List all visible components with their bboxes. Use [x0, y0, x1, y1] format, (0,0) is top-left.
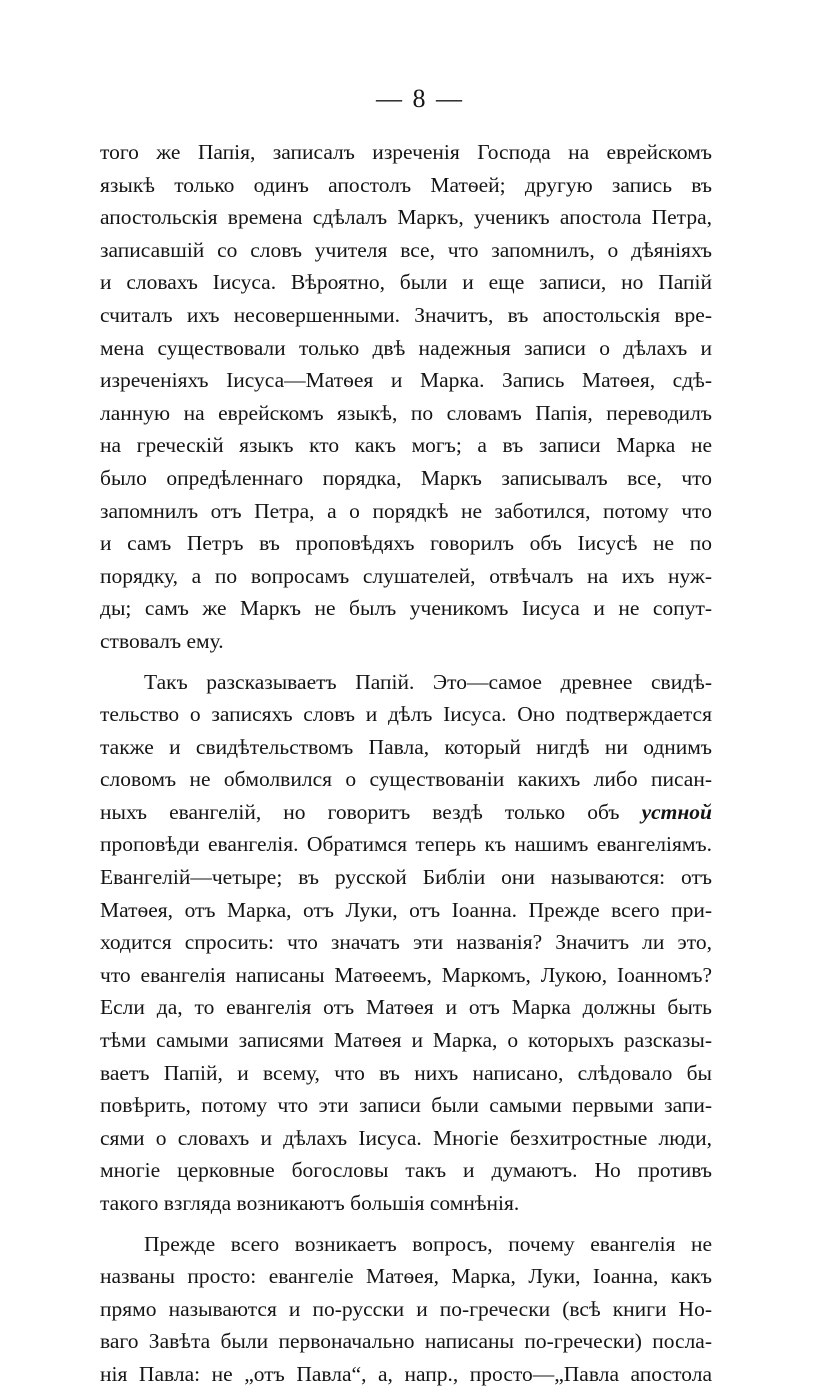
text-line: запомнилъ отъ Петра, а о порядкѣ не заботился, потому что [100, 498, 712, 523]
text-line: Евангелій—четыре; въ русской Библіи они называются: отъ [100, 865, 712, 890]
text-line: такого взгляда возникаютъ большія сомнѣнія. [100, 1191, 520, 1215]
text-line: ваго Завѣта были первоначально написаны по-гречески) посла- [100, 1329, 712, 1354]
body-text [100, 136, 712, 1399]
text-line: ствовалъ ему. [100, 628, 224, 653]
text-line: того же Папія, записалъ изреченія Господа на еврейскомъ [100, 140, 712, 164]
text-line: сями о словахъ и дѣлахъ Іисуса. Многіе безхитростные люди, [100, 1125, 712, 1150]
text-line: ходится спросить: что значатъ эти названія? Значитъ ли это, [100, 930, 712, 955]
text-line: порядку, а по вопросамъ слушателей, отвѣчалъ на ихъ нуж- [100, 563, 712, 588]
text-line: было опредѣленнаго порядка, Маркъ записывалъ все, что [100, 465, 712, 490]
paragraph-1 [100, 136, 712, 658]
text-line: апостольскія времена сдѣлалъ Маркъ, ученикъ апостола Петра, [100, 205, 712, 230]
text-line: мена существовали только двѣ надежныя записи о дѣлахъ и [100, 335, 712, 360]
text-line: повѣрить, потому что эти записи были самыми первыми запи- [100, 1093, 712, 1118]
text-line: проповѣди евангелія. Обратимся теперь къ нашимъ евангеліямъ. [100, 832, 712, 857]
text-line: языкѣ только одинъ апостолъ Матѳей; другую запись въ [100, 172, 712, 197]
text-line: изреченіяхъ Іисуса—Матѳея и Марка. Запись Матѳея, сдѣ- [100, 368, 712, 393]
text-line: тельство о записяхъ словъ и дѣлъ Іисуса. Оно подтверждается [100, 702, 712, 727]
text-line: ваетъ Папій, и всему, что въ нихъ написано, слѣдовало бы [100, 1060, 712, 1085]
text-line: что евангелія написаны Матѳеемъ, Маркомъ, Лукою, Іоанномъ? [100, 962, 712, 987]
text-line: и словахъ Іисуса. Вѣроятно, были и еще записи, но Папій [100, 270, 712, 295]
text-line: названы просто: евангеліе Матѳея, Марка, Луки, Іоанна, какъ [100, 1264, 712, 1289]
page-number: — 8 — [376, 84, 464, 113]
text-line: записавшій со словъ учителя все, что запомнилъ, о дѣяніяхъ [100, 237, 712, 262]
text-line: Прежде всего возникаетъ вопросъ, почему евангелія не [144, 1231, 712, 1256]
text-line: Такъ разсказываетъ Папій. Это—самое древнее свидѣ- [144, 669, 712, 694]
text-line: на греческій языкъ кто какъ могъ; а въ записи Марка не [100, 433, 712, 458]
text-line: многіе церковные богословы такъ и думаютъ. Но противъ [100, 1158, 712, 1183]
text-line: и самъ Петръ въ проповѣдяхъ говорилъ объ Іисусѣ не по [100, 531, 712, 556]
paragraph-2 [100, 666, 712, 1220]
text-line-with-emphasis [100, 796, 712, 829]
text-line: считалъ ихъ несовершенными. Значитъ, въ апостольскія вре- [100, 302, 712, 327]
text-line: ланную на еврейскомъ языкѣ, по словамъ Папія, переводилъ [100, 400, 712, 425]
text-line: нія Павла: не „отъ Павла“, а, напр., просто—„Павла апостола [100, 1361, 712, 1386]
paragraph-3 [100, 1228, 712, 1391]
text-line: Матѳея, отъ Марка, отъ Луки, отъ Іоанна. Прежде всего при- [100, 897, 712, 922]
text-line: Если да, то евангелія отъ Матѳея и отъ Марка должны быть [100, 995, 712, 1020]
emphasis-word: устной [641, 799, 712, 824]
text-line: ды; самъ же Маркъ не былъ ученикомъ Іисуса и не сопут- [100, 596, 712, 621]
text-segment: ныхъ евангелій, но говоритъ вездѣ только объ [100, 799, 620, 824]
text-line: также и свидѣтельствомъ Павла, который нигдѣ ни однимъ [100, 734, 712, 759]
text-line: тѣми самыми записями Матѳея и Марка, о которыхъ разсказы- [100, 1028, 712, 1053]
text-line: прямо называются и по-русски и по-гречески (всѣ книги Но- [100, 1296, 712, 1321]
text-line: словомъ не обмолвился о существованіи какихъ либо писан- [100, 767, 712, 792]
